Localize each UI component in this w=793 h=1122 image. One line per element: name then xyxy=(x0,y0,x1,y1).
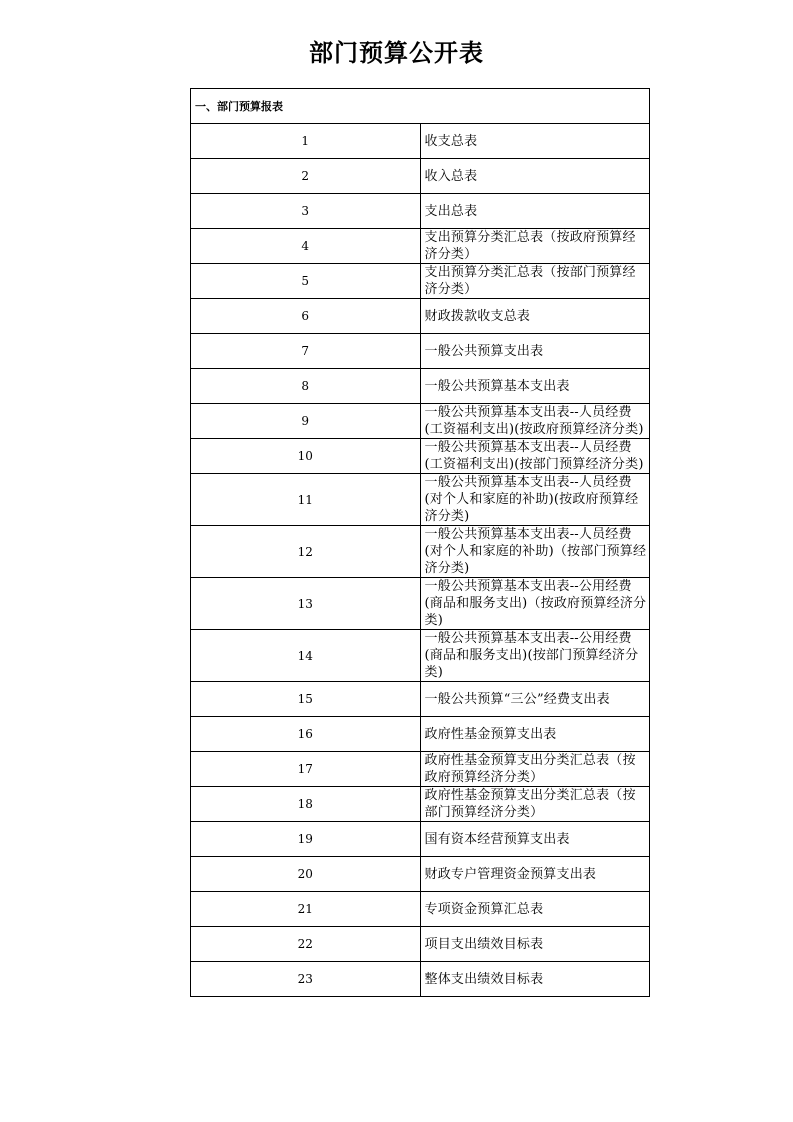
table-row xyxy=(191,194,650,229)
table-row xyxy=(191,927,650,962)
row-number: 14 xyxy=(191,630,421,682)
row-number: 13 xyxy=(191,578,421,630)
row-table-name: 专项资金预算汇总表 xyxy=(420,892,650,927)
row-table-name: 政府性基金预算支出表 xyxy=(420,717,650,752)
row-number: 6 xyxy=(191,299,421,334)
table-row xyxy=(191,630,650,682)
table-row xyxy=(191,892,650,927)
table-row xyxy=(191,124,650,159)
row-number: 22 xyxy=(191,927,421,962)
table-row xyxy=(191,159,650,194)
row-table-name: 一般公共预算基本支出表--公用经费(商品和服务支出)(按部门预算经济分类) xyxy=(420,630,650,682)
row-number: 5 xyxy=(191,264,421,299)
table-row xyxy=(191,787,650,822)
row-number: 20 xyxy=(191,857,421,892)
row-number: 15 xyxy=(191,682,421,717)
row-table-name: 一般公共预算基本支出表--人员经费(工资福利支出)(按政府预算经济分类) xyxy=(420,404,650,439)
row-table-name: 收支总表 xyxy=(420,124,650,159)
row-table-name: 国有资本经营预算支出表 xyxy=(420,822,650,857)
row-table-name: 一般公共预算基本支出表--人员经费(工资福利支出)(按部门预算经济分类) xyxy=(420,439,650,474)
row-table-name: 支出总表 xyxy=(420,194,650,229)
row-number: 11 xyxy=(191,474,421,526)
table-row xyxy=(191,439,650,474)
table-row xyxy=(191,682,650,717)
row-table-name: 支出预算分类汇总表（按部门预算经济分类） xyxy=(420,264,650,299)
row-table-name: 一般公共预算基本支出表 xyxy=(420,369,650,404)
row-table-name: 一般公共预算“三公”经费支出表 xyxy=(420,682,650,717)
row-table-name: 项目支出绩效目标表 xyxy=(420,927,650,962)
row-table-name: 收入总表 xyxy=(420,159,650,194)
row-number: 2 xyxy=(191,159,421,194)
budget-report-table xyxy=(190,88,650,997)
row-table-name: 一般公共预算基本支出表--公用经费(商品和服务支出)（按政府预算经济分类) xyxy=(420,578,650,630)
section-header: 一、部门预算报表 xyxy=(191,89,650,124)
row-number: 8 xyxy=(191,369,421,404)
row-number: 23 xyxy=(191,962,421,997)
table-row xyxy=(191,526,650,578)
row-number: 9 xyxy=(191,404,421,439)
row-number: 10 xyxy=(191,439,421,474)
row-number: 3 xyxy=(191,194,421,229)
table-row xyxy=(191,299,650,334)
row-table-name: 财政专户管理资金预算支出表 xyxy=(420,857,650,892)
table-row xyxy=(191,334,650,369)
table-row xyxy=(191,962,650,997)
table-row xyxy=(191,404,650,439)
table-row xyxy=(191,752,650,787)
table-row xyxy=(191,369,650,404)
row-table-name: 政府性基金预算支出分类汇总表（按政府预算经济分类） xyxy=(420,752,650,787)
table-row xyxy=(191,857,650,892)
page-title: 部门预算公开表 xyxy=(309,39,484,67)
row-table-name: 一般公共预算基本支出表--人员经费(对个人和家庭的补助)（按部门预算经济分类) xyxy=(420,526,650,578)
row-table-name: 一般公共预算基本支出表--人员经费(对个人和家庭的补助)(按政府预算经济分类) xyxy=(420,474,650,526)
row-number: 1 xyxy=(191,124,421,159)
row-table-name: 一般公共预算支出表 xyxy=(420,334,650,369)
table-row xyxy=(191,264,650,299)
table-row xyxy=(191,229,650,264)
row-number: 7 xyxy=(191,334,421,369)
row-number: 19 xyxy=(191,822,421,857)
row-number: 18 xyxy=(191,787,421,822)
table-row xyxy=(191,822,650,857)
row-number: 12 xyxy=(191,526,421,578)
row-table-name: 政府性基金预算支出分类汇总表（按部门预算经济分类） xyxy=(420,787,650,822)
row-table-name: 财政拨款收支总表 xyxy=(420,299,650,334)
table-row xyxy=(191,578,650,630)
row-table-name: 支出预算分类汇总表（按政府预算经济分类） xyxy=(420,229,650,264)
row-number: 4 xyxy=(191,229,421,264)
table-row xyxy=(191,474,650,526)
row-table-name: 整体支出绩效目标表 xyxy=(420,962,650,997)
section-header-row xyxy=(191,89,650,124)
row-number: 17 xyxy=(191,752,421,787)
table-row xyxy=(191,717,650,752)
row-number: 21 xyxy=(191,892,421,927)
row-number: 16 xyxy=(191,717,421,752)
